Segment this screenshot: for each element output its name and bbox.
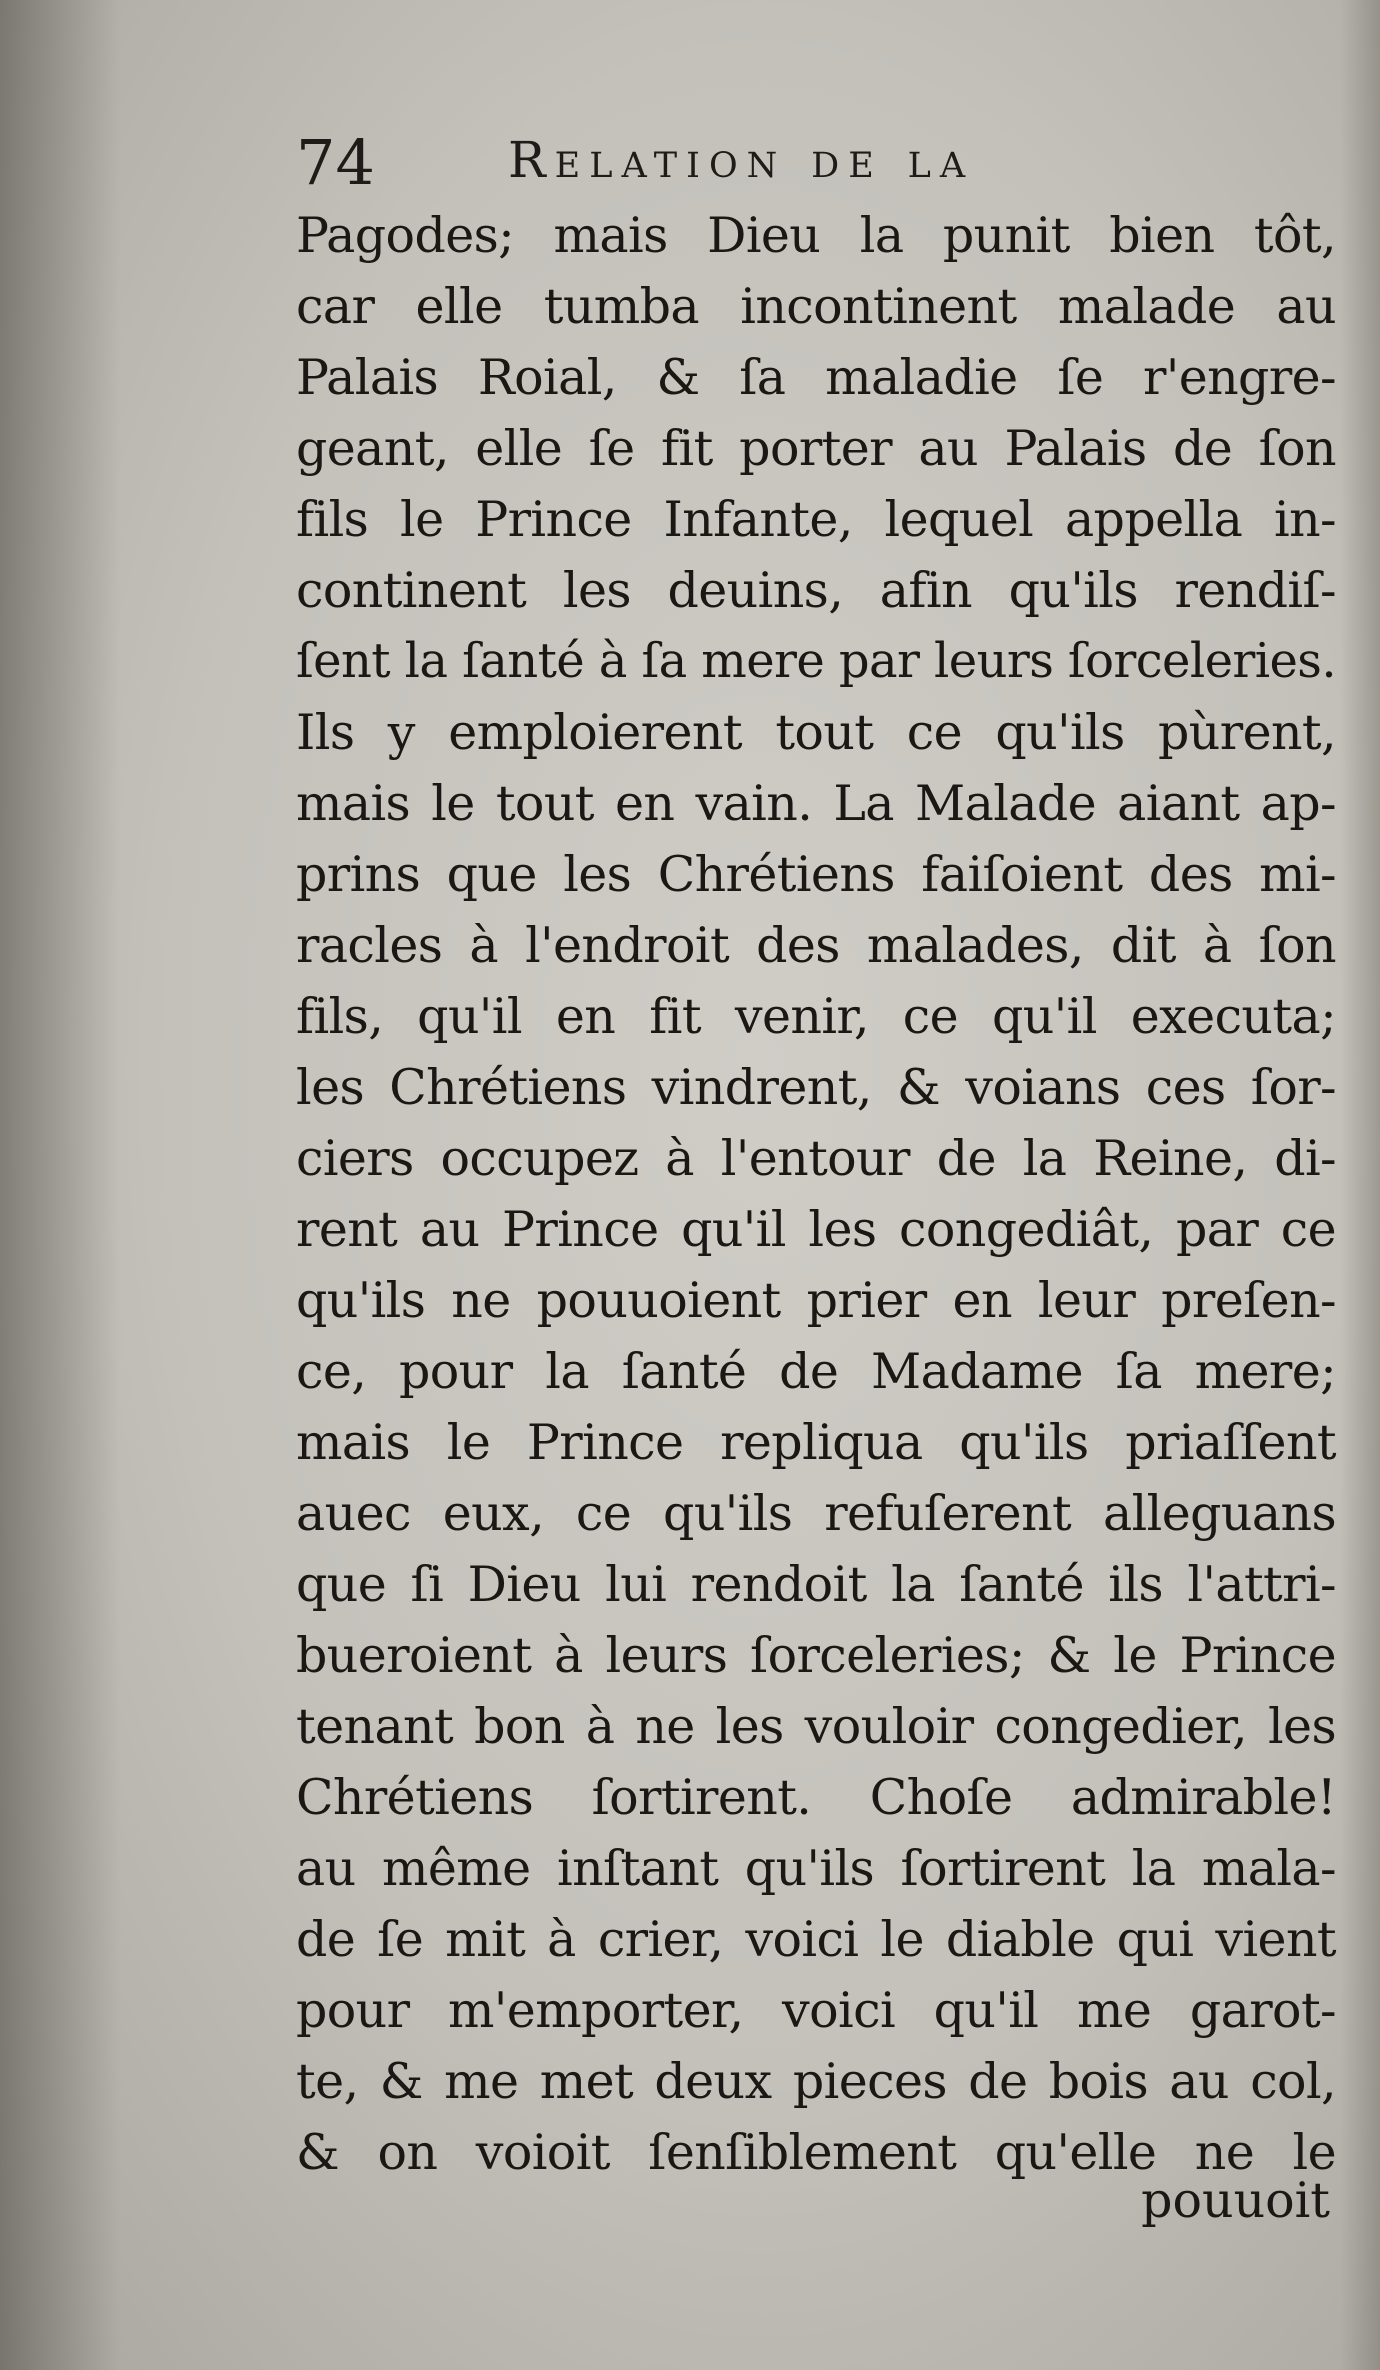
- text-line: bueroient à leurs ſorceleries; & le Prince: [296, 1627, 1336, 1684]
- text-line: prins que les Chrétiens faiſoient des mi-: [296, 846, 1336, 903]
- text-line: ciers occupez à l'entour de la Reine, di-: [296, 1130, 1336, 1187]
- text-line: continent les deuins, afin qu'ils rendiſ-: [296, 562, 1336, 619]
- text-line: tenant bon à ne les vouloir congedier, les: [296, 1698, 1336, 1755]
- text-line: fils le Prince Infante, lequel appella in-: [296, 491, 1336, 548]
- text-line: de ſe mit à crier, voici le diable qui vient: [296, 1911, 1336, 1968]
- text-line: & on voioit ſenſiblement qu'elle ne le: [296, 2124, 1336, 2181]
- running-title: Relation de la: [508, 131, 975, 189]
- text-line: geant, elle ſe fit porter au Palais de ſon: [296, 420, 1336, 477]
- text-line: Ils y emploierent tout ce qu'ils pùrent,: [296, 704, 1336, 761]
- text-line: mais le tout en vain. La Malade aiant ap-: [296, 775, 1336, 832]
- text-line: auec eux, ce qu'ils refuſerent alleguans: [296, 1485, 1336, 1542]
- text-line: rent au Prince qu'il les congediât, par ce: [296, 1201, 1336, 1258]
- text-line: ſent la ſanté à ſa mere par leurs ſorceleries.: [296, 633, 1336, 689]
- text-line: Pagodes; mais Dieu la punit bien tôt,: [296, 207, 1336, 264]
- body-text: [296, 200, 1336, 2188]
- text-line: au même inſtant qu'ils ſortirent la mala-: [296, 1840, 1336, 1897]
- page-number: 74: [296, 126, 375, 199]
- catchword: pouuoit: [1141, 2172, 1330, 2229]
- text-line: Chrétiens ſortirent. Choſe admirable!: [296, 1769, 1336, 1826]
- page-header: [296, 118, 1336, 198]
- text-line: car elle tumba incontinent malade au: [296, 278, 1336, 335]
- text-line: mais le Prince repliqua qu'ils priaſſent: [296, 1414, 1336, 1471]
- text-line: Palais Roial, & ſa maladie ſe r'engre-: [296, 349, 1336, 406]
- text-line: qu'ils ne pouuoient prier en leur preſen-: [296, 1272, 1336, 1329]
- text-line: racles à l'endroit des malades, dit à ſon: [296, 917, 1336, 974]
- text-line: ce, pour la ſanté de Madame ſa mere;: [296, 1343, 1336, 1400]
- text-line: les Chrétiens vindrent, & voians ces ſor-: [296, 1059, 1336, 1116]
- page-edge: [1340, 0, 1380, 2370]
- text-line: fils, qu'il en fit venir, ce qu'il executa;: [296, 988, 1336, 1045]
- text-line: pour m'emporter, voici qu'il me garot-: [296, 1982, 1336, 2039]
- gutter-shadow: [0, 0, 120, 2370]
- text-line: te, & me met deux pieces de bois au col,: [296, 2053, 1336, 2110]
- text-line: que ſi Dieu lui rendoit la ſanté ils l'attri-: [296, 1556, 1336, 1613]
